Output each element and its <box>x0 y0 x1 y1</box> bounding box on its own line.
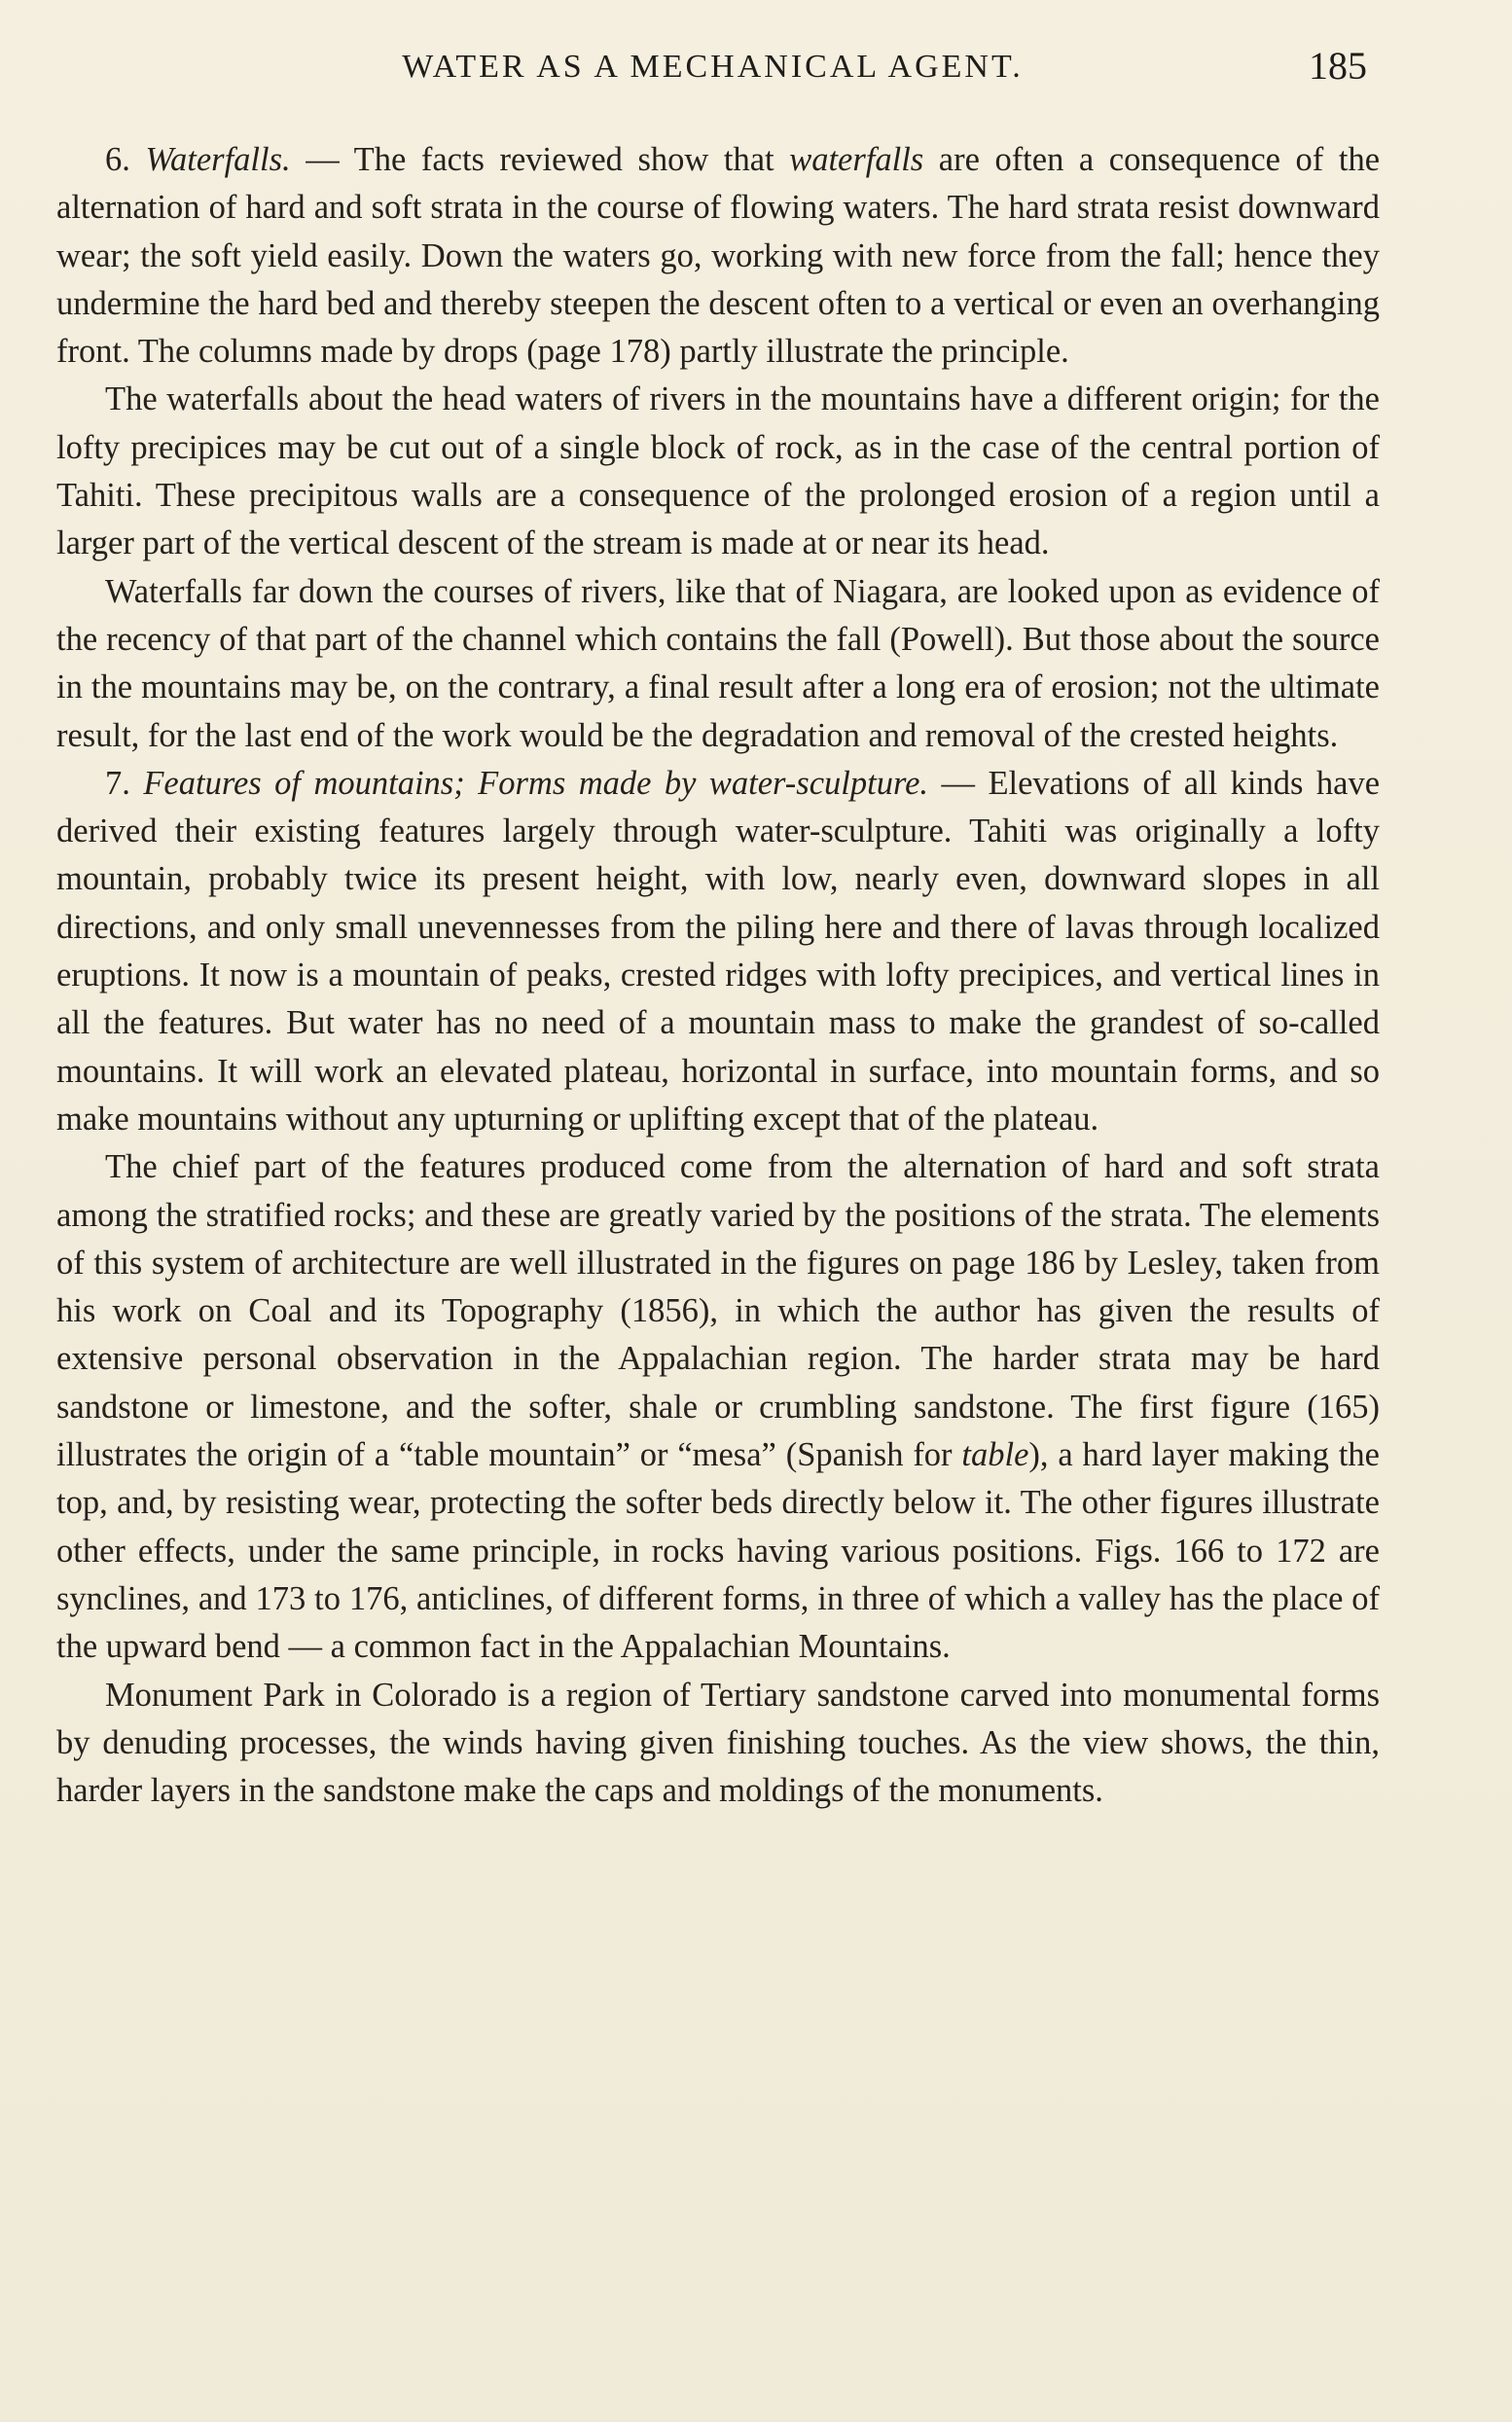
page-header <box>58 39 1367 107</box>
emphasis-text: waterfalls <box>789 141 924 178</box>
section-number: 7. <box>105 764 144 802</box>
paragraph-strata-architecture <box>56 1143 1380 1671</box>
running-head: WATER AS A MECHANICAL AGENT. <box>402 49 1024 85</box>
paragraph-text: — Elevations of all kinds have derived their existing features largely through water-sculpture. Tahiti was originally a lofty mountain, probably twice its present height, with low, nearly even, downward slopes in all directions, and only small unevennesses from the piling here and there of lavas through localized eruptions. It now is a mountain of peaks, crested ridges with lofty precipices, and vertical lines in all the features. But water has no need of a mountain mass to make the grandest of so-called mountains. It will work an elevated plateau, horizontal in surface, into mountain forms, and so make mountains without any upturning or uplifting except that of the plateau. <box>56 764 1381 1138</box>
paragraph-text: The chief part of the features produced come from the alternation of hard and soft strata among the stratified rocks; and these are greatly varied by the positions of the strata. The elements of this system of architecture are well illustrated in the figures on page 186 by Lesley, taken from his work on Coal and its Topography (1856), in which the author has given the results of extensive personal observation in the Appalachian region. The harder strata may be hard sandstone or limestone, and the softer, shale or crumbling sandstone. The first figure (165) illustrates the origin of a “table mountain” or “mesa” (Spanish for <box>56 1148 1380 1474</box>
body-text <box>56 136 1380 1815</box>
page-number: 185 <box>1309 44 1367 88</box>
paragraph-headwaters <box>56 376 1380 567</box>
paragraph-text: Monument Park in Colorado is a region of Tertiary sandstone carved into monumental forms by denuding processes, the winds having given finishing touches. As the view shows, the thin, harder layers in the sandstone make the caps and moldings of the monuments. <box>56 1676 1380 1810</box>
paragraph-monument-park <box>56 1672 1380 1816</box>
section-title: Features of mountains; Forms made by water-sculpture. <box>143 764 929 802</box>
emphasis-text: table <box>961 1436 1029 1474</box>
paragraph-text: The waterfalls about the head waters of rivers in the mountains have a different origin; for the lofty precipices may be cut out of a single block of rock, as in the case of the central portion of Tahiti. These precipitous walls are a consequence of the prolonged erosion of a region until a larger part of the vertical descent of the stream is made at or near its head. <box>56 380 1380 562</box>
paragraph-text: — The facts reviewed show that <box>290 141 790 178</box>
paragraph-text: are often a consequence of the alternation of hard and soft strata in the course of flowing waters. The hard strata resist downward wear; the soft yield easily. Down the waters go, working with new force from the fall; hence they undermine the hard bed and thereby steepen the descent often to a vertical or even an overhanging front. The columns made by drops (page 178) partly illustrate the principle. <box>56 141 1381 371</box>
paragraph-niagara <box>56 568 1380 760</box>
section-number: 6. <box>105 141 146 178</box>
paragraph-waterfalls <box>56 136 1380 376</box>
paragraph-text: Waterfalls far down the courses of rivers, like that of Niagara, are looked upon as evidence of the recency of that part of the channel which contains the fall (Powell). But those about the source in the mountains may be, on the contrary, a final result after a long era of erosion; not the ultimate result, for the last end of the work would be the degradation and removal of the crested heights. <box>56 572 1380 754</box>
section-title: Waterfalls. <box>145 141 291 178</box>
paragraph-text: ), a hard layer making the top, and, by resisting wear, protecting the softer beds directly below it. The other figures illustrate other effects, under the same principle, in rocks having various positions. Figs. 166 to 172 are synclines, and 173 to 176, anticlines, of different forms, in three of which a valley has the place of the upward bend — a common fact in the Appalachian Mountains. <box>56 1436 1380 1666</box>
paragraph-features-of-mountains <box>56 760 1380 1143</box>
